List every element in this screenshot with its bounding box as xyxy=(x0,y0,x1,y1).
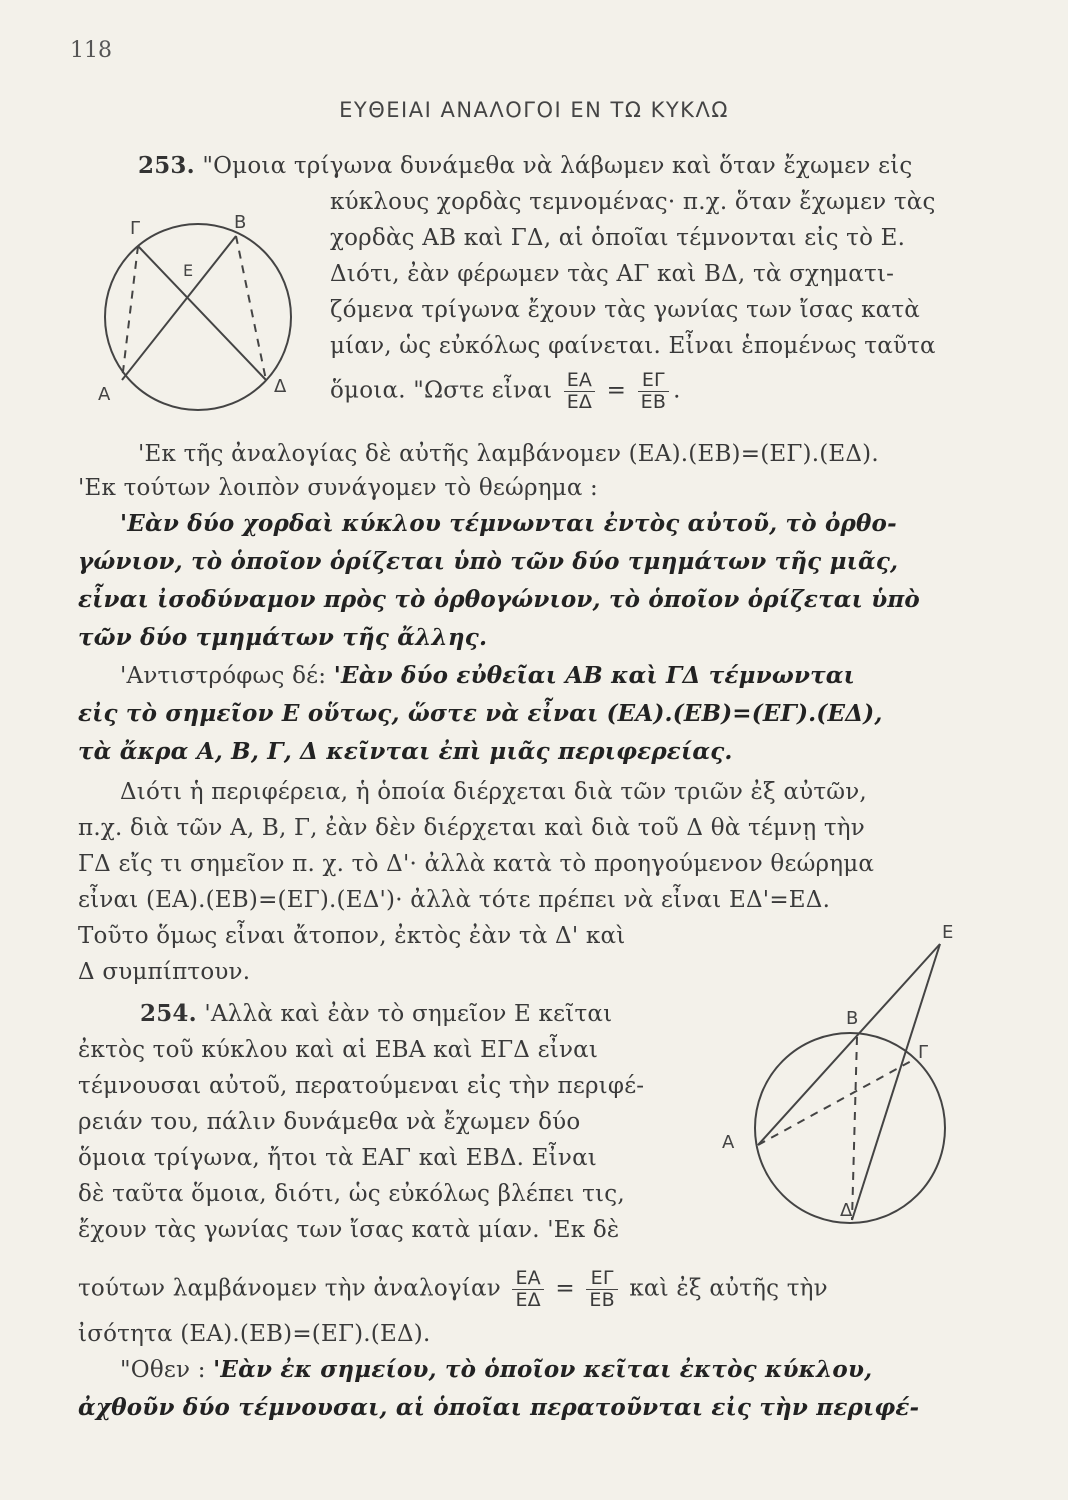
fig1-segment-bd xyxy=(236,236,266,380)
section-254-ratio-line: τούτων λαμβάνομεν τὴν ἀναλογίαν $\frac{EA}{E\Delta}$ = $\frac{E\Gamma}{EB}$ καὶ ἐξ αὐτῆς τὴν xyxy=(78,1267,828,1311)
fig2-segment-bd xyxy=(852,1037,857,1220)
section-254-line-4: ρειάν του, πάλιν δυνάμεθα νὰ ἔχωμεν δύο xyxy=(78,1109,581,1135)
fig2-label-e: Ε xyxy=(942,922,954,943)
hence-line-2: ἀχθοῦν δύο τέμνουσαι, αἱ ὁποῖαι περατοῦνται εἰς τὴν περιφέ- xyxy=(78,1394,920,1421)
proof-line-3: ΓΔ εἴς τι σημεῖον π. χ. τὸ Δ'· ἀλλὰ κατὰ τὸ προηγούμενον θεώρημα xyxy=(78,851,875,877)
theorem-line-3: εἶναι ἰσοδύναμον πρὸς τὸ ὀρθογώνιον, τὸ ὁποῖον ὁρίζεται ὑπὸ xyxy=(78,586,920,613)
section-253-number: 253. xyxy=(138,152,195,179)
fig1-segment-ag xyxy=(122,246,138,380)
ratio-fraction-eg-eb-2: $\frac{E\Gamma}{EB}$ xyxy=(586,1268,617,1311)
section-254-line-1: 254. 'Αλλὰ καὶ ἐὰν τὸ σημεῖον Ε κεῖται xyxy=(140,1000,613,1027)
page-header: ΕΥΘΕΙΑΙ ΑΝΑΛΟΓΟΙ ΕΝ ΤΩ ΚΥΚΛΩ xyxy=(339,98,729,122)
section-253-line-5: ζόμενα τρίγωνα ἔχουν τὰς γωνίας των ἴσας κατὰ xyxy=(330,297,921,323)
fig1-label-b: Β xyxy=(234,212,247,233)
proof-line-5: Τοῦτο ὅμως εἶναι ἄτοπον, ἐκτὸς ἐὰν τὰ Δ' καὶ xyxy=(78,923,626,949)
converse-line-3: τὰ ἄκρα Α, Β, Γ, Δ κεῖνται ἐπὶ μιᾶς περιφερείας. xyxy=(78,738,733,765)
figure-intersecting-chords xyxy=(88,212,308,432)
section-253-line-2: κύκλους χορδὰς τεμνομένας· π.χ. ὅταν ἔχωμεν τὰς xyxy=(330,189,936,215)
fig2-label-d: Δ xyxy=(840,1200,853,1221)
ratio-fraction-eg-eb: $\frac{E\Gamma}{EB}$ xyxy=(638,370,669,413)
section-253-line-1: 253. "Ομοια τρίγωνα δυνάμεθα νὰ λάβωμεν καὶ ὅταν ἔχωμεν εἰς xyxy=(138,152,913,179)
hence-line-1: "Οθεν : 'Εὰν ἐκ σημείου, τὸ ὁποῖον κεῖται ἐκτὸς κύκλου, xyxy=(120,1356,873,1383)
fig2-label-g: Γ xyxy=(918,1042,929,1063)
fig1-chord-gd xyxy=(138,246,266,380)
fig2-secant-egd xyxy=(852,944,940,1220)
fig1-label-g: Γ xyxy=(130,218,141,239)
converse-line-2: εἰς τὸ σημεῖον Ε οὕτως, ὥστε νὰ εἶναι (ΕΑ).(ΕΒ)=(ΕΓ).(ΕΔ), xyxy=(78,700,883,727)
fig1-label-e: Ε xyxy=(183,261,194,280)
fig1-label-a: Α xyxy=(98,384,111,405)
proof-line-6: Δ συμπίπτουν. xyxy=(78,959,251,985)
section-253-line-4: Διότι, ἐὰν φέρωμεν τὰς ΑΓ καὶ ΒΔ, τὰ σχηματι- xyxy=(330,261,895,287)
section-254-line-7: ἔχουν τὰς γωνίας των ἴσας κατὰ μίαν. 'Εκ δὲ xyxy=(78,1217,620,1243)
theorem-line-1: 'Εὰν δύο χορδαὶ κύκλου τέμνωνται ἐντὸς αὐτοῦ, τὸ ὀρθο- xyxy=(120,510,897,537)
section-253-line-6: μίαν, ὡς εὐκόλως φαίνεται. Εἶναι ἑπομένως ταῦτα xyxy=(330,333,936,359)
section-253-line-3: χορδὰς ΑΒ καὶ ΓΔ, αἱ ὁποῖαι τέμνονται εἰς τὸ Ε. xyxy=(330,225,906,251)
section-254-number: 254. xyxy=(140,1000,197,1027)
converse-line-1: 'Αντιστρόφως δέ: 'Εὰν δύο εὐθεῖαι ΑΒ καὶ ΓΔ τέμνωνται xyxy=(120,662,856,689)
fig2-label-a: Α xyxy=(722,1132,735,1153)
theorem-line-4: τῶν δύο τμημάτων τῆς ἄλλης. xyxy=(78,624,488,651)
fig1-label-d: Δ xyxy=(274,376,287,397)
section-254-line-2: ἐκτὸς τοῦ κύκλου καὶ αἱ ΕΒΑ καὶ ΕΓΔ εἶναι xyxy=(78,1037,599,1063)
ratio-fraction-ea-ed: $\frac{EA}{E\Delta}$ xyxy=(564,370,595,413)
figure-external-secants xyxy=(700,920,990,1230)
section-253-ratio-line: ὅμοια. "Ωστε εἶναι $\frac{EA}{E\Delta}$ = $\frac{E\Gamma}{EB}$ . xyxy=(330,369,681,413)
proof-line-4: εἶναι (ΕΑ).(ΕΒ)=(ΕΓ).(ΕΔ')· ἀλλὰ τότε πρέπει νὰ εἶναι ΕΔ'=ΕΔ. xyxy=(78,887,831,913)
page-number: 118 xyxy=(70,38,112,63)
theorem-line-2: γώνιον, τὸ ὁποῖον ὁρίζεται ὑπὸ τῶν δύο τμημάτων τῆς μιᾶς, xyxy=(78,548,899,575)
fig2-circle xyxy=(755,1033,945,1223)
section-254-line-5: ὅμοια τρίγωνα, ἤτοι τὰ ΕΑΓ καὶ ΕΒΔ. Εἶναι xyxy=(78,1145,598,1171)
section-254-equality-line: ἰσότητα (ΕΑ).(ΕΒ)=(ΕΓ).(ΕΔ). xyxy=(78,1321,431,1347)
section-253-conclude-line: 'Εκ τούτων λοιπὸν συνάγομεν τὸ θεώρημα : xyxy=(78,475,599,501)
proof-line-1: Διότι ἡ περιφέρεια, ἡ ὁποία διέρχεται διὰ τῶν τριῶν ἐξ αὐτῶν, xyxy=(120,779,867,805)
section-254-line-6: δὲ ταῦτα ὅμοια, διότι, ὡς εὐκόλως βλέπει τις, xyxy=(78,1181,625,1207)
fig1-chord-ab xyxy=(122,236,236,380)
proof-line-2: π.χ. διὰ τῶν Α, Β, Γ, ἐὰν δὲν διέρχεται καὶ διὰ τοῦ Δ θὰ τέμνῃ τὴν xyxy=(78,815,865,841)
fig2-secant-eba xyxy=(758,944,940,1145)
fig1-circle xyxy=(105,224,291,410)
section-253-product-line: 'Εκ τῆς ἀναλογίας δὲ αὐτῆς λαμβάνομεν (ΕΑ).(ΕΒ)=(ΕΓ).(ΕΔ). xyxy=(138,441,879,467)
fig2-label-b: Β xyxy=(846,1008,859,1029)
section-254-line-3: τέμνουσαι αὐτοῦ, περατούμεναι εἰς τὴν περιφέ- xyxy=(78,1073,645,1099)
ratio-fraction-ea-ed-2: $\frac{EA}{E\Delta}$ xyxy=(512,1268,543,1311)
